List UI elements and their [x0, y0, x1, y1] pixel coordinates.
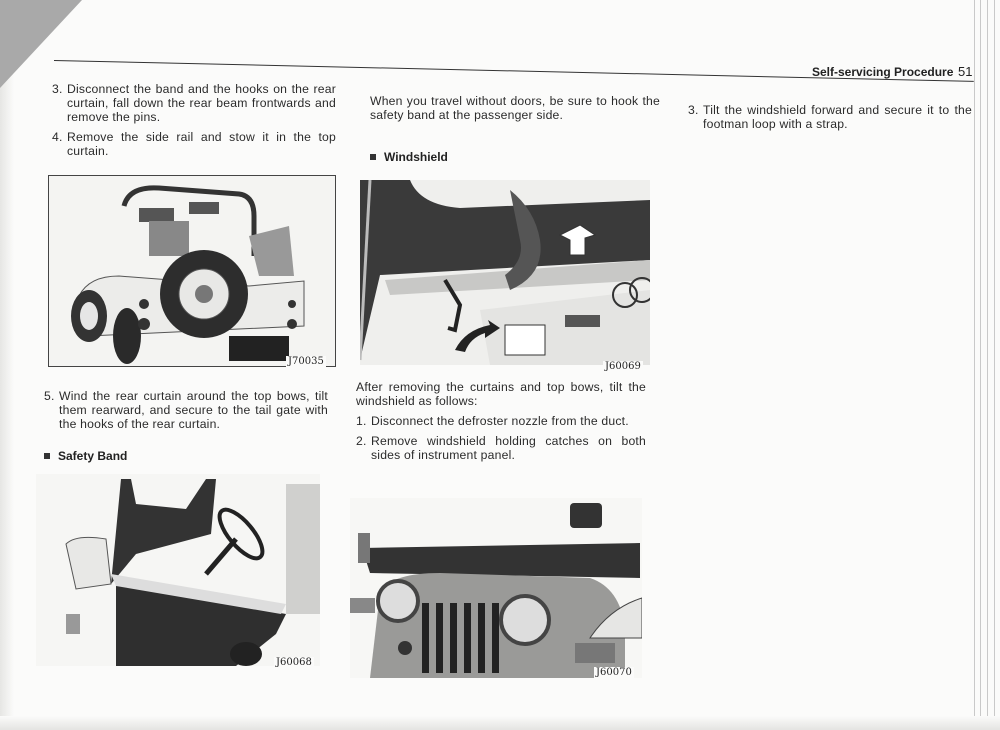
- heading-text: Windshield: [384, 150, 448, 164]
- figure-label: J60068: [276, 657, 312, 668]
- left-step-5: [44, 389, 328, 431]
- step-text: Remove windshield holding catches on both sides of instrument panel.: [371, 434, 646, 462]
- step-item: [356, 414, 646, 428]
- section-heading-windshield: [370, 150, 448, 164]
- step-number: 2.: [356, 434, 367, 448]
- figure-windshield-dash: [360, 180, 650, 365]
- page-number: 51: [958, 64, 973, 79]
- middle-after-text: After removing the curtains and top bows, tilt the windshield as follows:: [356, 380, 646, 408]
- step-item: [356, 434, 646, 462]
- figure-label: J60070: [596, 667, 632, 678]
- heading-text: Safety Band: [58, 449, 128, 463]
- page-gutter-shadow: [0, 0, 14, 730]
- folded-corner: [0, 0, 82, 88]
- section-heading-safety-band: [44, 449, 127, 463]
- step-number: 3.: [688, 103, 699, 117]
- step-item: [52, 82, 336, 124]
- page-edge-lines: [968, 0, 1000, 730]
- step-text: Disconnect the band and the hooks on the rear curtain, fall down the rear beam frontwards and remove the pins.: [67, 82, 336, 124]
- step-text: Remove the side rail and stow it in the top curtain.: [67, 130, 336, 158]
- figure-safety-band: [36, 474, 320, 666]
- left-steps-top: [52, 82, 336, 158]
- bullet-square-icon: [44, 453, 50, 459]
- step-item: [52, 130, 336, 158]
- middle-steps: [356, 414, 646, 462]
- page-bottom-shadow: [0, 716, 1000, 730]
- bullet-square-icon: [370, 154, 376, 160]
- step-item: [688, 103, 972, 131]
- step-text: Tilt the windshield forward and secure it to the footman loop with a strap.: [703, 103, 972, 131]
- step-text: Disconnect the defroster nozzle from the duct.: [371, 414, 629, 428]
- step-text: Wind the rear curtain around the top bows, tilt them rearward, and secure to the tail gate with the hooks of the rear curtain.: [59, 389, 328, 431]
- figure-jeep-rear: [48, 175, 336, 367]
- step-item: [44, 389, 328, 431]
- step-number: 5.: [44, 389, 55, 403]
- middle-intro-text: When you travel without doors, be sure to hook the safety band at the passenger side.: [370, 94, 660, 122]
- figure-label: J70035: [288, 356, 324, 367]
- running-header-title: Self-servicing Procedure: [812, 65, 954, 79]
- step-number: 3.: [52, 82, 63, 96]
- figure-jeep-front: [350, 498, 642, 678]
- step-number: 1.: [356, 414, 367, 428]
- step-number: 4.: [52, 130, 63, 144]
- right-steps: [688, 103, 972, 131]
- figure-label: J60069: [605, 361, 641, 372]
